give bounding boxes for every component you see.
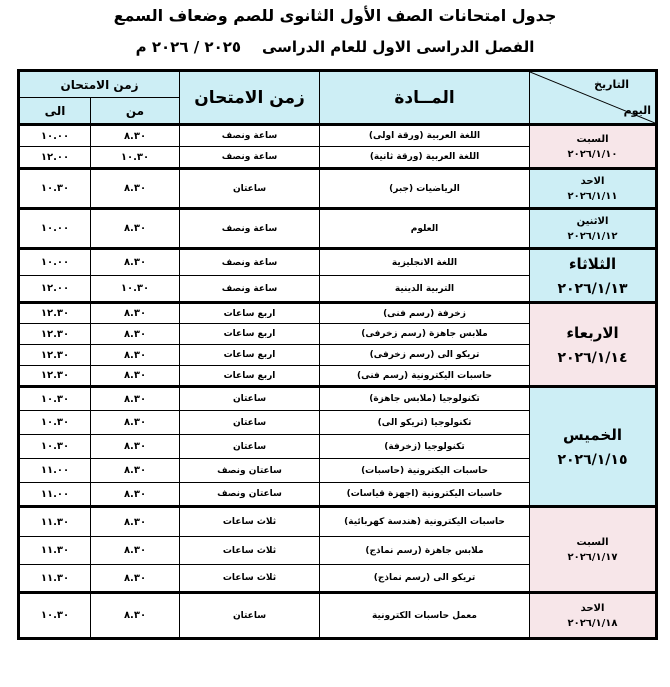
time-from-cell: ٨.٣٠	[91, 387, 180, 411]
time-from-cell: ٨.٣٠	[91, 125, 180, 147]
exam-date: ٢٠٢٦/١/١٥	[557, 451, 628, 468]
header-from: من	[91, 98, 180, 125]
duration-cell: ساعة ونصف	[180, 125, 320, 147]
time-to-cell: ١١.٣٠	[19, 507, 91, 537]
time-to-cell: ١٠.٣٠	[19, 411, 91, 435]
exam-date: ٢٠٢٦/١/١٨	[567, 617, 618, 629]
day-date-cell	[530, 249, 657, 303]
time-to-cell: ١١.٣٠	[19, 537, 91, 565]
subject-cell: التربية الدينية	[320, 276, 530, 303]
subject-cell: تكنولوجيا (تريكو الى)	[320, 411, 530, 435]
subject-cell: الرياضيات (جبر)	[320, 169, 530, 209]
time-from-cell: ٨.٣٠	[91, 593, 180, 639]
time-from-cell: ١٠.٣٠	[91, 276, 180, 303]
duration-cell: ساعة ونصف	[180, 249, 320, 276]
table-row	[19, 125, 657, 147]
table-row	[19, 593, 657, 639]
duration-cell: ساعتان ونصف	[180, 459, 320, 483]
subject-cell: اللغة العربية (ورقة ثانية)	[320, 147, 530, 169]
subject-cell: ملابس جاهزة (رسم نماذج)	[320, 537, 530, 565]
time-to-cell: ١٢.٠٠	[19, 147, 91, 169]
table-row	[19, 507, 657, 537]
subject-cell: اللغة الانجليزية	[320, 249, 530, 276]
subject-cell: تكنولوجيا (زخرفة)	[320, 435, 530, 459]
time-to-cell: ١٠.٣٠	[19, 169, 91, 209]
table-row	[19, 303, 657, 324]
duration-cell: ساعتان	[180, 387, 320, 411]
time-from-cell: ١٠.٣٠	[91, 147, 180, 169]
subject-cell: تكنولوجيا (ملابس جاهزة)	[320, 387, 530, 411]
time-to-cell: ١٢.٣٠	[19, 345, 91, 366]
academic-year: ٢٠٢٥ / ٢٠٢٦ م	[135, 38, 242, 56]
day-name: السبت	[576, 133, 609, 145]
duration-cell: ثلاث ساعات	[180, 537, 320, 565]
header-date-day	[530, 71, 657, 125]
time-from-cell: ٨.٣٠	[91, 411, 180, 435]
duration-cell: اربع ساعات	[180, 303, 320, 324]
time-from-cell: ٨.٣٠	[91, 435, 180, 459]
subject-cell: تريكو الى (رسم نماذج)	[320, 565, 530, 593]
header-to: الى	[19, 98, 91, 125]
table-row	[19, 387, 657, 411]
duration-cell: ساعتان	[180, 411, 320, 435]
exam-date: ٢٠٢٦/١/١٤	[557, 349, 628, 366]
time-from-cell: ٨.٣٠	[91, 459, 180, 483]
day-name: السبت	[576, 536, 609, 548]
time-from-cell: ٨.٣٠	[91, 249, 180, 276]
time-from-cell: ٨.٣٠	[91, 565, 180, 593]
subject-cell: حاسبات اليكترونية (اجهزة قياسات)	[320, 483, 530, 507]
subject-cell: زخرفة (رسم فنى)	[320, 303, 530, 324]
time-to-cell: ١١.٠٠	[19, 459, 91, 483]
exam-date: ٢٠٢٦/١/١٠	[567, 148, 618, 160]
header-date: التاريخ	[594, 78, 629, 91]
time-from-cell: ٨.٣٠	[91, 345, 180, 366]
header-duration: زمن الامتحان	[180, 71, 320, 125]
duration-cell: ساعتان ونصف	[180, 483, 320, 507]
time-from-cell: ٨.٣٠	[91, 169, 180, 209]
duration-cell: ساعتان	[180, 593, 320, 639]
time-to-cell: ١٢.٣٠	[19, 324, 91, 345]
time-from-cell: ٨.٣٠	[91, 507, 180, 537]
subject-cell: حاسبات اليكترونية (هندسة كهربائية)	[320, 507, 530, 537]
table-row	[19, 249, 657, 276]
exam-date: ٢٠٢٦/١/١٣	[557, 280, 628, 297]
time-to-cell: ١٠.٣٠	[19, 387, 91, 411]
day-date-cell	[530, 387, 657, 507]
time-to-cell: ١١.٣٠	[19, 565, 91, 593]
day-name: الخميس	[563, 425, 622, 444]
exam-date: ٢٠٢٦/١/١٢	[567, 230, 618, 242]
table-row	[19, 209, 657, 249]
time-to-cell: ١٠.٠٠	[19, 249, 91, 276]
day-date-cell	[530, 303, 657, 387]
time-from-cell: ٨.٣٠	[91, 209, 180, 249]
time-from-cell: ٨.٣٠	[91, 483, 180, 507]
day-date-cell	[530, 169, 657, 209]
time-to-cell: ١٠.٣٠	[19, 593, 91, 639]
duration-cell: ثلاث ساعات	[180, 507, 320, 537]
duration-cell: ساعتان	[180, 169, 320, 209]
subject-cell: حاسبات اليكترونية (حاسبات)	[320, 459, 530, 483]
subject-cell: العلوم	[320, 209, 530, 249]
header-subject: المــادة	[320, 71, 530, 125]
day-date-cell	[530, 507, 657, 593]
duration-cell: ساعتان	[180, 435, 320, 459]
time-from-cell: ٨.٣٠	[91, 303, 180, 324]
day-name: الاحد	[580, 175, 605, 187]
page-subtitle	[0, 38, 670, 56]
page-title: جدول امتحانات الصف الأول الثانوى للصم وضعاف السمع	[113, 6, 557, 25]
duration-cell: ساعة ونصف	[180, 276, 320, 303]
time-to-cell: ١٢.٣٠	[19, 366, 91, 387]
duration-cell: ساعة ونصف	[180, 147, 320, 169]
duration-cell: اربع ساعات	[180, 366, 320, 387]
day-name: الاثنين	[576, 215, 609, 227]
time-from-cell: ٨.٣٠	[91, 366, 180, 387]
day-name: الاربعاء	[566, 323, 619, 342]
time-to-cell: ١٠.٠٠	[19, 209, 91, 249]
time-to-cell: ١٠.٣٠	[19, 435, 91, 459]
subject-cell: معمل حاسبات الكترونية	[320, 593, 530, 639]
subject-cell: ملابس جاهزة (رسم زخرفى)	[320, 324, 530, 345]
time-from-cell: ٨.٣٠	[91, 537, 180, 565]
duration-cell: ثلاث ساعات	[180, 565, 320, 593]
day-date-cell	[530, 593, 657, 639]
time-to-cell: ١٢.٠٠	[19, 276, 91, 303]
subject-cell: اللغة العربية (ورقة اولى)	[320, 125, 530, 147]
day-name: الثلاثاء	[568, 254, 617, 273]
schedule-body	[19, 125, 657, 639]
duration-cell: اربع ساعات	[180, 324, 320, 345]
time-to-cell: ١١.٠٠	[19, 483, 91, 507]
duration-cell: ساعة ونصف	[180, 209, 320, 249]
header-day: اليوم	[623, 104, 651, 117]
subject-cell: حاسبات اليكترونية (رسم فنى)	[320, 366, 530, 387]
exam-date: ٢٠٢٦/١/١٧	[567, 551, 618, 563]
table-row	[19, 169, 657, 209]
exam-date: ٢٠٢٦/١/١١	[567, 190, 618, 202]
time-to-cell: ١٢.٣٠	[19, 303, 91, 324]
exam-schedule-table	[17, 69, 658, 640]
duration-cell: اربع ساعات	[180, 345, 320, 366]
time-to-cell: ١٠.٠٠	[19, 125, 91, 147]
day-date-cell	[530, 125, 657, 169]
subject-cell: تريكو الى (رسم زخرفى)	[320, 345, 530, 366]
day-name: الاحد	[580, 602, 605, 614]
term-label: الفصل الدراسى الاول للعام الدراسى	[261, 38, 535, 56]
time-from-cell: ٨.٣٠	[91, 324, 180, 345]
day-date-cell	[530, 209, 657, 249]
header-exam-time-group: زمن الامتحان	[19, 71, 180, 98]
